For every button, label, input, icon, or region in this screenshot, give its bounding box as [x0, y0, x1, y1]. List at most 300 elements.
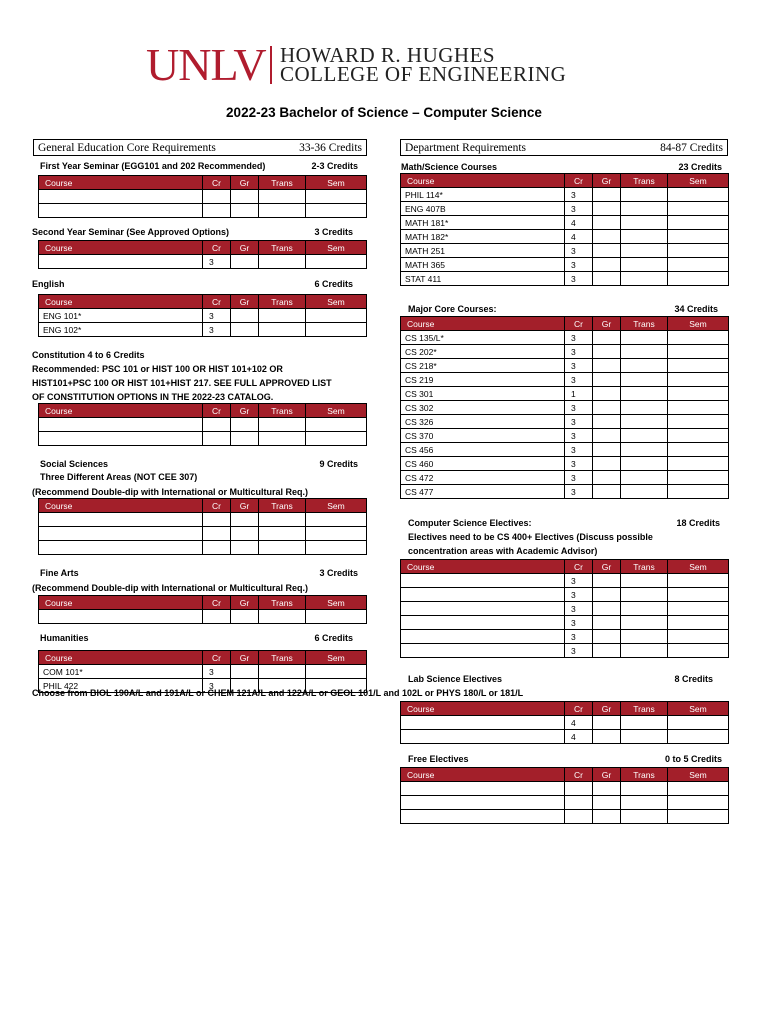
grade-cell[interactable]	[259, 432, 306, 446]
grade-cell[interactable]	[668, 602, 729, 616]
grade-cell[interactable]	[621, 716, 668, 730]
credit-cell[interactable]: 3	[565, 258, 593, 272]
column-header: Course	[39, 241, 203, 255]
column-header: Sem	[668, 560, 729, 574]
course-cell[interactable]	[401, 602, 565, 616]
grade-cell[interactable]	[593, 796, 621, 810]
credit-cell[interactable]	[203, 432, 231, 446]
column-header: Cr	[203, 295, 231, 309]
column-header: Trans	[259, 404, 306, 418]
grade-cell[interactable]	[593, 244, 621, 258]
grade-cell[interactable]	[668, 716, 729, 730]
grade-cell[interactable]	[593, 485, 621, 499]
credit-cell[interactable]: 3	[565, 588, 593, 602]
table-row	[401, 796, 729, 810]
credit-cell[interactable]	[203, 204, 231, 218]
course-cell[interactable]: CS 219	[401, 373, 565, 387]
course-cell[interactable]	[401, 796, 565, 810]
grade-cell[interactable]	[668, 272, 729, 286]
table-row	[401, 616, 729, 630]
course-table	[38, 175, 367, 218]
column-header: Cr	[565, 560, 593, 574]
grade-cell[interactable]	[593, 810, 621, 824]
grade-cell[interactable]	[621, 457, 668, 471]
humanities-label: Humanities	[40, 633, 89, 643]
grade-cell[interactable]	[306, 665, 367, 679]
credit-cell[interactable]: 3	[565, 443, 593, 457]
column-header: Gr	[593, 702, 621, 716]
grade-cell[interactable]	[668, 616, 729, 630]
table-header-row	[401, 768, 729, 782]
table-header-row	[39, 241, 367, 255]
grade-cell[interactable]	[621, 485, 668, 499]
grade-cell[interactable]	[621, 401, 668, 415]
table-row	[401, 574, 729, 588]
grade-cell[interactable]	[668, 471, 729, 485]
grade-cell[interactable]	[306, 432, 367, 446]
grade-cell[interactable]	[593, 574, 621, 588]
course-cell[interactable]	[39, 204, 203, 218]
grade-cell[interactable]	[668, 345, 729, 359]
credit-cell[interactable]: 3	[203, 255, 231, 269]
column-header: Gr	[231, 176, 259, 190]
column-header: Course	[401, 702, 565, 716]
table-row	[401, 345, 729, 359]
grade-cell[interactable]	[668, 810, 729, 824]
grade-cell[interactable]	[593, 331, 621, 345]
credit-cell[interactable]: 3	[565, 429, 593, 443]
course-cell[interactable]: CS 302	[401, 401, 565, 415]
credit-cell[interactable]: 3	[565, 457, 593, 471]
column-header: Course	[39, 176, 203, 190]
course-cell[interactable]: CS 218*	[401, 359, 565, 373]
table-row	[401, 730, 729, 744]
grade-cell[interactable]	[306, 190, 367, 204]
grade-cell[interactable]	[231, 418, 259, 432]
grade-cell[interactable]	[593, 716, 621, 730]
cs-electives-sub-2: concentration areas with Academic Advisor)	[408, 546, 598, 556]
course-cell[interactable]: CS 472	[401, 471, 565, 485]
major-core-credits: 34 Credits	[674, 304, 718, 314]
grade-cell[interactable]	[593, 457, 621, 471]
grade-cell[interactable]	[668, 216, 729, 230]
credit-cell[interactable]: 3	[565, 401, 593, 415]
course-cell[interactable]	[401, 730, 565, 744]
grade-cell[interactable]	[668, 202, 729, 216]
grade-cell[interactable]	[668, 230, 729, 244]
lab-science-credits: 8 Credits	[674, 674, 713, 684]
course-cell[interactable]: COM 101*	[39, 665, 203, 679]
grade-cell[interactable]	[668, 331, 729, 345]
course-cell[interactable]: ENG 407B	[401, 202, 565, 216]
grade-cell[interactable]	[593, 272, 621, 286]
grade-cell[interactable]	[593, 602, 621, 616]
grade-cell[interactable]	[621, 345, 668, 359]
course-table	[400, 316, 729, 499]
course-cell[interactable]: CS 301	[401, 387, 565, 401]
grade-cell[interactable]	[668, 796, 729, 810]
humanities-credits: 6 Credits	[314, 633, 353, 643]
grade-cell[interactable]	[306, 513, 367, 527]
grade-cell[interactable]	[621, 429, 668, 443]
column-header: Sem	[306, 176, 367, 190]
grade-cell[interactable]	[621, 796, 668, 810]
grade-cell[interactable]	[668, 443, 729, 457]
grade-cell[interactable]	[621, 471, 668, 485]
grade-cell[interactable]	[668, 574, 729, 588]
grade-cell[interactable]	[621, 730, 668, 744]
grade-cell[interactable]	[306, 255, 367, 269]
grade-cell[interactable]	[259, 665, 306, 679]
credit-cell[interactable]	[203, 610, 231, 624]
grade-cell[interactable]	[306, 610, 367, 624]
course-cell[interactable]	[39, 527, 203, 541]
course-table	[38, 240, 367, 269]
credit-cell[interactable]	[203, 513, 231, 527]
grade-cell[interactable]	[668, 359, 729, 373]
grade-cell[interactable]	[621, 387, 668, 401]
grade-cell[interactable]	[668, 244, 729, 258]
grade-cell[interactable]	[668, 429, 729, 443]
grade-cell[interactable]	[621, 782, 668, 796]
cs-electives-label: Computer Science Electives:	[408, 518, 532, 528]
column-header: Trans	[259, 651, 306, 665]
logo-divider	[270, 46, 272, 84]
humanities-table	[38, 650, 367, 693]
grade-cell[interactable]	[231, 432, 259, 446]
english-label: English	[32, 279, 65, 289]
grade-cell[interactable]	[621, 188, 668, 202]
grade-cell[interactable]	[593, 202, 621, 216]
credit-cell[interactable]: 3	[565, 345, 593, 359]
english-credits: 6 Credits	[314, 279, 353, 289]
credit-cell[interactable]: 3	[565, 574, 593, 588]
course-table	[400, 767, 729, 824]
credit-cell[interactable]: 3	[203, 323, 231, 337]
grade-cell[interactable]	[231, 255, 259, 269]
column-header: Gr	[231, 241, 259, 255]
grade-cell[interactable]	[621, 574, 668, 588]
grade-cell[interactable]	[668, 782, 729, 796]
course-cell[interactable]	[401, 716, 565, 730]
credit-cell[interactable]: 3	[565, 188, 593, 202]
course-cell[interactable]: ENG 102*	[39, 323, 203, 337]
grade-cell[interactable]	[668, 373, 729, 387]
credit-cell[interactable]: 3	[565, 616, 593, 630]
column-header: Gr	[593, 174, 621, 188]
grade-cell[interactable]	[306, 309, 367, 323]
major-core-label: Major Core Courses:	[408, 304, 497, 314]
table-row	[401, 457, 729, 471]
grade-cell[interactable]	[259, 513, 306, 527]
credit-cell[interactable]: 4	[565, 716, 593, 730]
table-row	[39, 513, 367, 527]
grade-cell[interactable]	[621, 630, 668, 644]
table-row	[401, 359, 729, 373]
course-cell[interactable]	[401, 616, 565, 630]
table-row	[401, 387, 729, 401]
column-header: Cr	[203, 404, 231, 418]
grade-cell[interactable]	[231, 610, 259, 624]
credit-cell[interactable]: 3	[565, 415, 593, 429]
grade-cell[interactable]	[621, 443, 668, 457]
credit-cell[interactable]	[203, 541, 231, 555]
grade-cell[interactable]	[593, 415, 621, 429]
credit-cell[interactable]: 3	[565, 644, 593, 658]
grade-cell[interactable]	[593, 258, 621, 272]
grade-cell[interactable]	[593, 216, 621, 230]
grade-cell[interactable]	[306, 323, 367, 337]
table-row	[401, 230, 729, 244]
grade-cell[interactable]	[621, 373, 668, 387]
column-header: Sem	[668, 174, 729, 188]
grade-cell[interactable]	[621, 616, 668, 630]
course-cell[interactable]: PHIL 114*	[401, 188, 565, 202]
credit-cell[interactable]: 3	[203, 665, 231, 679]
column-header: Gr	[231, 596, 259, 610]
credit-cell[interactable]: 3	[565, 244, 593, 258]
grade-cell[interactable]	[259, 309, 306, 323]
fine-arts-label: Fine Arts	[40, 568, 79, 578]
credit-cell[interactable]: 3	[203, 679, 231, 693]
course-cell[interactable]	[401, 588, 565, 602]
grade-cell[interactable]	[593, 730, 621, 744]
department-header	[400, 139, 728, 156]
grade-cell[interactable]	[231, 513, 259, 527]
constitution-line-1: Constitution 4 to 6 Credits	[32, 350, 145, 360]
unlv-wordmark: UNLV	[146, 39, 266, 90]
grade-cell[interactable]	[621, 810, 668, 824]
credit-cell[interactable]: 3	[565, 485, 593, 499]
grade-cell[interactable]	[259, 610, 306, 624]
table-header-row	[401, 174, 729, 188]
table-row	[401, 401, 729, 415]
grade-cell[interactable]	[621, 258, 668, 272]
grade-cell[interactable]	[593, 429, 621, 443]
credit-cell[interactable]: 4	[565, 216, 593, 230]
grade-cell[interactable]	[668, 401, 729, 415]
credit-cell[interactable]: 4	[565, 730, 593, 744]
grade-cell[interactable]	[231, 665, 259, 679]
grade-cell[interactable]	[621, 230, 668, 244]
social-sciences-label: Social Sciences	[40, 459, 109, 469]
course-cell[interactable]: CS 202*	[401, 345, 565, 359]
grade-cell[interactable]	[621, 202, 668, 216]
first-year-seminar-label: First Year Seminar (EGG101 and 202 Recommended)	[40, 161, 266, 171]
grade-cell[interactable]	[593, 230, 621, 244]
course-cell[interactable]	[401, 574, 565, 588]
table-row	[401, 415, 729, 429]
grade-cell[interactable]	[668, 258, 729, 272]
table-header-row	[39, 596, 367, 610]
grade-cell[interactable]	[593, 782, 621, 796]
course-cell[interactable]	[39, 541, 203, 555]
grade-cell[interactable]	[668, 588, 729, 602]
course-table	[38, 498, 367, 555]
grade-cell[interactable]	[593, 616, 621, 630]
grade-cell[interactable]	[593, 359, 621, 373]
credit-cell[interactable]: 3	[565, 630, 593, 644]
grade-cell[interactable]	[593, 588, 621, 602]
grade-cell[interactable]	[593, 630, 621, 644]
course-cell[interactable]	[401, 630, 565, 644]
course-cell[interactable]	[39, 190, 203, 204]
table-row	[401, 602, 729, 616]
grade-cell[interactable]	[259, 323, 306, 337]
course-cell[interactable]: CS 460	[401, 457, 565, 471]
grade-cell[interactable]	[593, 188, 621, 202]
course-table	[38, 650, 367, 693]
grade-cell[interactable]	[668, 188, 729, 202]
grade-cell[interactable]	[668, 457, 729, 471]
credit-cell[interactable]: 4	[565, 230, 593, 244]
credit-cell[interactable]: 3	[203, 309, 231, 323]
social-sciences-sub-1: Three Different Areas (NOT CEE 307)	[40, 472, 198, 482]
table-row	[401, 202, 729, 216]
column-header: Trans	[259, 295, 306, 309]
table-row	[401, 258, 729, 272]
grade-cell[interactable]	[259, 541, 306, 555]
grade-cell[interactable]	[306, 527, 367, 541]
grade-cell[interactable]	[306, 541, 367, 555]
grade-cell[interactable]	[259, 255, 306, 269]
table-row	[401, 331, 729, 345]
logo-line-2: COLLEGE OF ENGINEERING	[280, 62, 567, 86]
course-table	[38, 595, 367, 624]
grade-cell[interactable]	[621, 602, 668, 616]
grade-cell[interactable]	[621, 415, 668, 429]
course-cell[interactable]: MATH 182*	[401, 230, 565, 244]
grade-cell[interactable]	[621, 331, 668, 345]
course-cell[interactable]: ENG 101*	[39, 309, 203, 323]
course-cell[interactable]	[401, 644, 565, 658]
credit-cell[interactable]: 3	[565, 373, 593, 387]
grade-cell[interactable]	[668, 730, 729, 744]
grade-cell[interactable]	[593, 443, 621, 457]
column-header: Gr	[231, 651, 259, 665]
course-cell[interactable]: MATH 181*	[401, 216, 565, 230]
grade-cell[interactable]	[259, 190, 306, 204]
fine-arts-sub: (Recommend Double-dip with International or Multicultural Req.)	[32, 583, 309, 593]
lab-science-note: Choose from BIOL 190A/L and 191A/L or CHEM 121A/L and 122A/L or GEOL 101/L and 102L or PHYS 180/L or 181/L	[32, 688, 524, 698]
column-header: Cr	[203, 651, 231, 665]
grade-cell[interactable]	[593, 471, 621, 485]
grade-cell[interactable]	[621, 644, 668, 658]
grade-cell[interactable]	[668, 630, 729, 644]
grade-cell[interactable]	[668, 644, 729, 658]
course-cell[interactable]: MATH 251	[401, 244, 565, 258]
credit-cell[interactable]	[565, 796, 593, 810]
table-row	[39, 541, 367, 555]
math-science-label: Math/Science Courses	[401, 162, 498, 172]
course-cell[interactable]: CS 135/L*	[401, 331, 565, 345]
table-row	[401, 810, 729, 824]
grade-cell[interactable]	[668, 415, 729, 429]
credit-cell[interactable]	[203, 190, 231, 204]
grade-cell[interactable]	[621, 216, 668, 230]
course-cell[interactable]	[39, 432, 203, 446]
grade-cell[interactable]	[593, 373, 621, 387]
fine-arts-credits: 3 Credits	[319, 568, 358, 578]
grade-cell[interactable]	[306, 418, 367, 432]
credit-cell[interactable]: 3	[565, 471, 593, 485]
course-cell[interactable]: STAT 411	[401, 272, 565, 286]
course-cell[interactable]	[39, 610, 203, 624]
column-header: Course	[39, 596, 203, 610]
grade-cell[interactable]	[231, 204, 259, 218]
credit-cell[interactable]	[203, 418, 231, 432]
grade-cell[interactable]	[668, 485, 729, 499]
credit-cell[interactable]: 3	[565, 602, 593, 616]
course-cell[interactable]: CS 326	[401, 415, 565, 429]
course-cell[interactable]	[39, 255, 203, 269]
table-row	[401, 373, 729, 387]
grade-cell[interactable]	[231, 190, 259, 204]
credit-cell[interactable]	[565, 782, 593, 796]
grade-cell[interactable]	[621, 244, 668, 258]
grade-cell[interactable]	[621, 359, 668, 373]
grade-cell[interactable]	[593, 644, 621, 658]
grade-cell[interactable]	[593, 387, 621, 401]
credit-cell[interactable]: 3	[565, 272, 593, 286]
column-header: Sem	[306, 295, 367, 309]
social-sciences-credits: 9 Credits	[319, 459, 358, 469]
credit-cell[interactable]: 1	[565, 387, 593, 401]
course-cell[interactable]	[39, 418, 203, 432]
grade-cell[interactable]	[593, 345, 621, 359]
column-header: Gr	[231, 404, 259, 418]
grade-cell[interactable]	[621, 588, 668, 602]
second-year-seminar-credits: 3 Credits	[314, 227, 353, 237]
column-header: Cr	[565, 702, 593, 716]
grade-cell[interactable]	[621, 272, 668, 286]
course-cell[interactable]	[401, 810, 565, 824]
column-header: Sem	[306, 241, 367, 255]
grade-cell[interactable]	[259, 204, 306, 218]
grade-cell[interactable]	[668, 387, 729, 401]
grade-cell[interactable]	[259, 527, 306, 541]
constitution-line-2: Recommended: PSC 101 or HIST 100 OR HIST 101+102 OR	[32, 364, 283, 374]
grade-cell[interactable]	[593, 401, 621, 415]
credit-cell[interactable]: 3	[565, 331, 593, 345]
grade-cell[interactable]	[231, 541, 259, 555]
social-sciences-sub-2: (Recommend Double-dip with International or Multicultural Req.)	[32, 487, 309, 497]
table-row	[401, 716, 729, 730]
grade-cell[interactable]	[231, 309, 259, 323]
credit-cell[interactable]: 3	[565, 202, 593, 216]
course-cell[interactable]	[39, 513, 203, 527]
course-cell[interactable]: CS 456	[401, 443, 565, 457]
credit-cell[interactable]: 3	[565, 359, 593, 373]
column-header: Course	[401, 174, 565, 188]
credit-cell[interactable]	[203, 527, 231, 541]
table-header-row	[401, 702, 729, 716]
grade-cell[interactable]	[231, 323, 259, 337]
course-cell[interactable]: CS 370	[401, 429, 565, 443]
credit-cell[interactable]	[565, 810, 593, 824]
course-cell[interactable]: PHIL 422	[39, 679, 203, 693]
table-row	[39, 610, 367, 624]
column-header: Gr	[593, 560, 621, 574]
course-cell[interactable]: CS 477	[401, 485, 565, 499]
course-cell[interactable]: MATH 365	[401, 258, 565, 272]
grade-cell[interactable]	[259, 418, 306, 432]
table-row	[401, 782, 729, 796]
course-cell[interactable]	[401, 782, 565, 796]
table-row	[401, 588, 729, 602]
grade-cell[interactable]	[306, 204, 367, 218]
grade-cell[interactable]	[231, 527, 259, 541]
